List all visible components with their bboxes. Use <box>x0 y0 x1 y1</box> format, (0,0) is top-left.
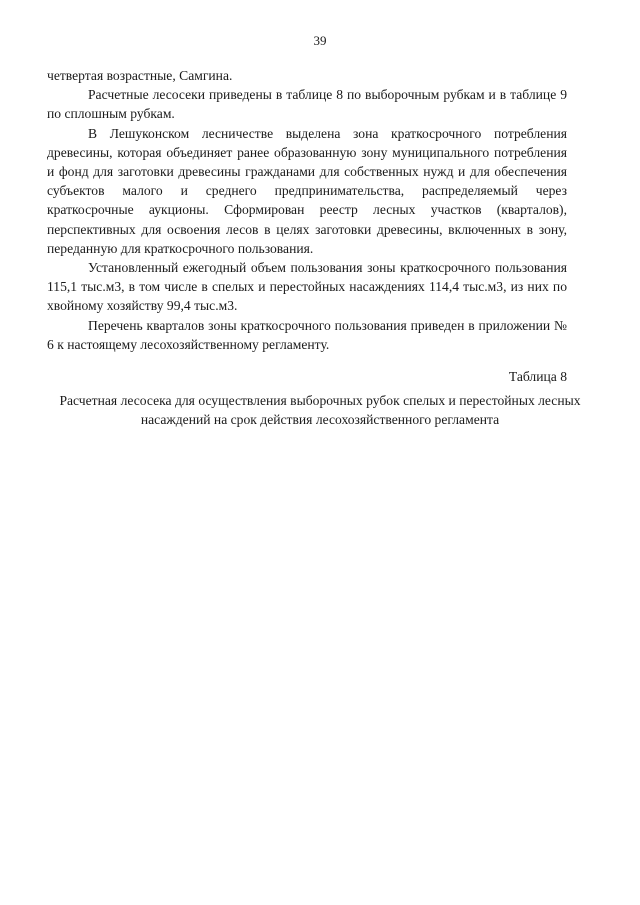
body-text <box>47 66 567 354</box>
table-caption: Расчетная лесосека для осуществления выборочных рубок спелых и перестойных лесных насаждений на срок действия лесохозяйственного регламента <box>59 393 581 427</box>
paragraph-annual-volume: Установленный ежегодный объем пользования зоны краткосрочного пользования 115,1 тыс.м3, в том числе в спелых и перестойных насаждениях 114,4 тыс.м3, из них по хвойному хозяйству 99,4 тыс.м3. <box>47 260 567 314</box>
paragraph-quarters-list: Перечень кварталов зоны краткосрочного пользования приведен в приложении № 6 к настоящему лесохозяйственному регламенту. <box>47 317 567 352</box>
paragraph-cutting-areas: Расчетные лесосеки приведены в таблице 8 по выборочным рубкам и в таблице 9 по сплошным рубкам. <box>47 87 567 122</box>
page-number: 39 <box>313 33 327 48</box>
table-label: Таблица 8 <box>508 369 567 384</box>
paragraph-short-term-zone: В Лешуконском лесничестве выделена зона краткосрочного потребления древесины, которая объединяет ранее образованную зону муниципального потребления и фонд для заготовки древесины гражданами для собственных нужд и для обеспечения субъектов малого и среднего предпринимательства, распределяемый через краткосрочные аукционы. Сформирован реестр лесных участков (кварталов), перспективных для освоения лесов в целях заготовки древесины, включенных в зону, переданную для краткосрочного пользования. <box>47 125 567 256</box>
paragraph-continuation: четвертая возрастные, Самгина. <box>47 68 233 83</box>
